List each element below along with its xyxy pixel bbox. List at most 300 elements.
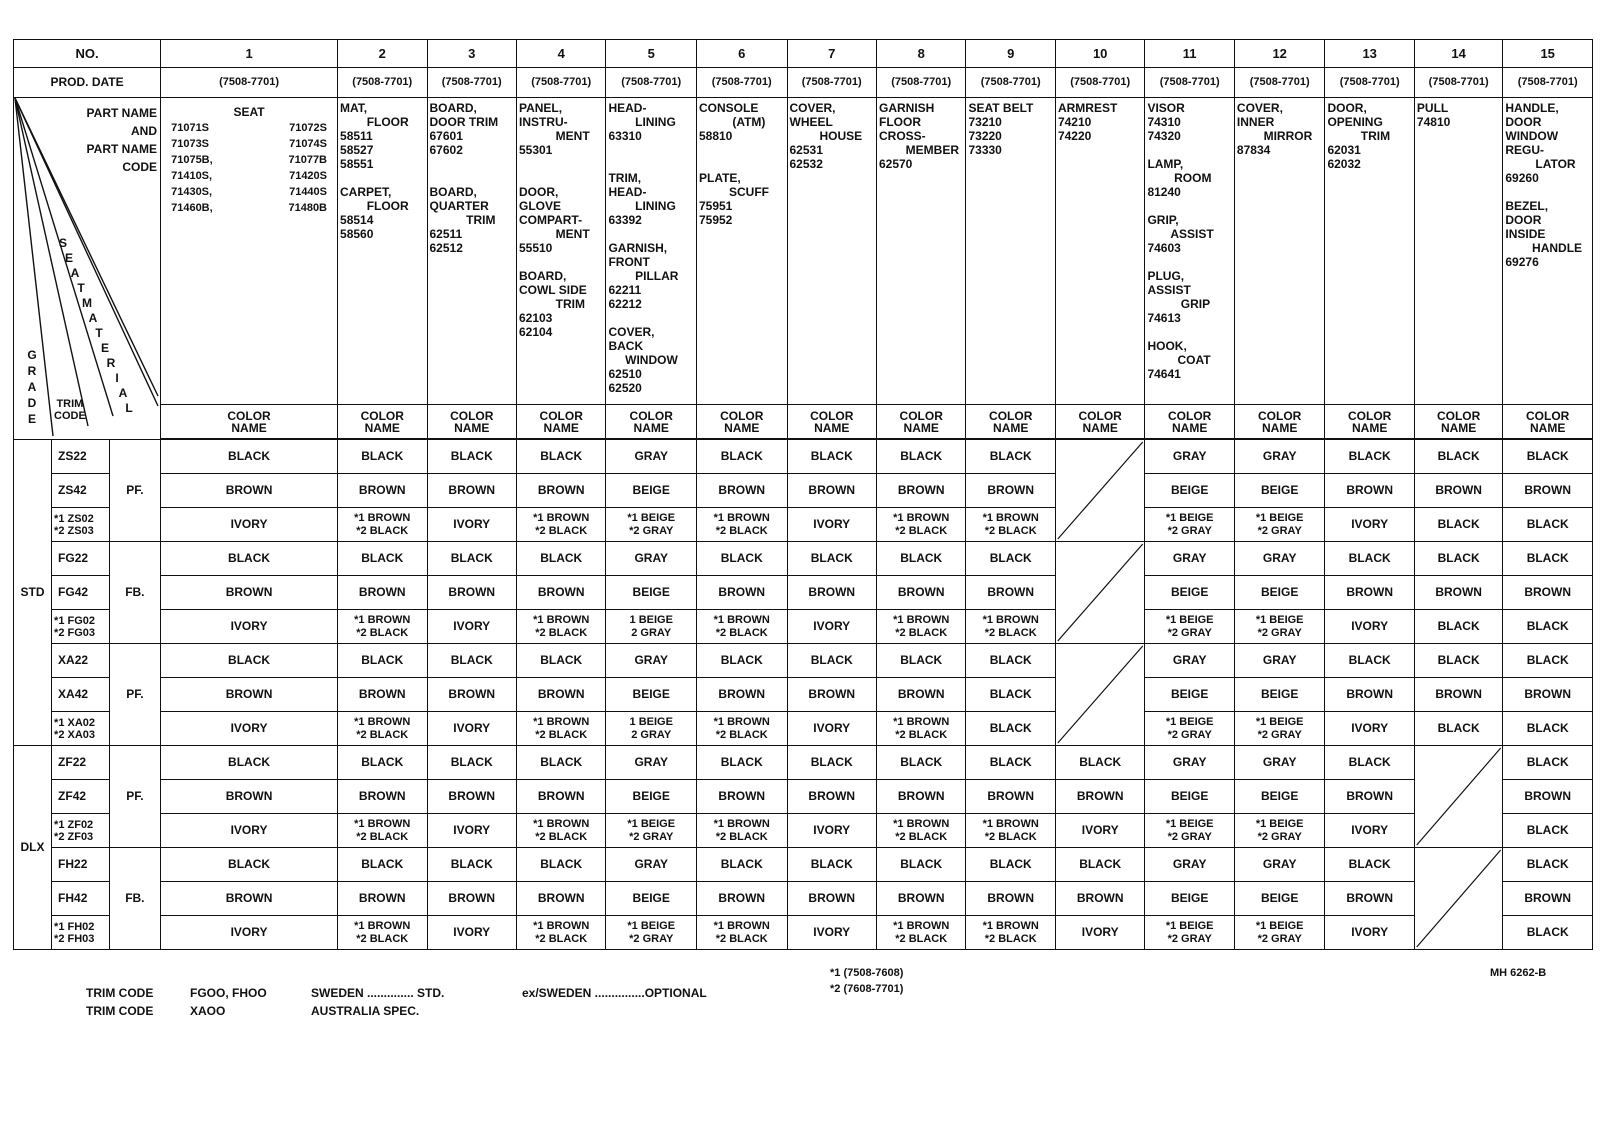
footer-trim-code-label-2: TRIM CODE	[86, 1004, 154, 1018]
part-names-row	[14, 98, 1593, 405]
color-cell: BLACK	[1325, 644, 1414, 678]
color-cell: BROWN	[338, 576, 427, 610]
color-cell: BLACK	[1414, 439, 1502, 474]
part-name-text: GARNISH FLOOR CROSS- MEMBER 62570	[878, 101, 959, 171]
color-cell: BLACK	[1503, 644, 1593, 678]
prod-date-value: (7508-7701)	[427, 68, 516, 98]
color-cell: GRAY	[606, 542, 697, 576]
color-cell: BLACK	[1325, 848, 1414, 882]
color-cell: BLACK	[161, 746, 338, 780]
part-name-text: HEAD- LINING 63310 TRIM, HEAD- LINING 63392 GARNISH, FRONT PILLAR 62211 62212 COVER, BACK WINDOW 62510 62520	[608, 101, 679, 395]
color-cell: BLACK	[516, 542, 605, 576]
footer-doc-id: MH 6262-B	[1490, 967, 1547, 979]
seat-part-code: 71410S,	[171, 170, 213, 182]
color-cell: BEIGE	[1145, 780, 1234, 814]
color-cell: IVORY	[161, 916, 338, 950]
seat-material-letter: E	[64, 251, 73, 265]
part-name-text: ARMREST 74210 74220	[1057, 101, 1118, 143]
color-cell: BLACK	[516, 848, 605, 882]
seat-material-letter: A	[118, 386, 128, 400]
color-cell: BLACK	[876, 439, 965, 474]
color-cell: IVORY	[1055, 814, 1144, 848]
color-cell: BLACK	[966, 644, 1055, 678]
color-cell: *1 BROWN *2 BLACK	[516, 814, 605, 848]
grade-letter: R	[27, 364, 37, 378]
seat-part-code: 71074S	[289, 138, 328, 150]
footer-legend-2: *2 (7608-7701)	[830, 983, 904, 995]
color-cell: GRAY	[1145, 644, 1234, 678]
color-cell: BLACK	[1503, 508, 1593, 542]
prod-date-label: PROD. DATE	[14, 68, 161, 98]
footer-trim-codes-1: FGOO, FHOO	[190, 986, 267, 1000]
color-cell: *1 BROWN *2 BLACK	[876, 916, 965, 950]
trim-row	[14, 814, 1593, 848]
color-cell: IVORY	[1325, 712, 1414, 746]
trim-code-cell: ZS22	[52, 439, 110, 474]
color-cell: BROWN	[1325, 678, 1414, 712]
color-name-label: COLOR NAME	[1503, 405, 1593, 440]
color-cell: BROWN	[427, 780, 516, 814]
color-name-header-row	[14, 405, 1593, 440]
color-cell: BROWN	[787, 882, 876, 916]
trim-row	[14, 610, 1593, 644]
color-cell: BLACK	[427, 746, 516, 780]
color-cell: BROWN	[966, 780, 1055, 814]
seat-part-code: 71072S	[289, 122, 328, 134]
color-cell: IVORY	[1055, 916, 1144, 950]
color-cell: *1 BROWN *2 BLACK	[876, 712, 965, 746]
color-cell: BEIGE	[606, 678, 697, 712]
color-cell: BROWN	[427, 678, 516, 712]
column-number: 2	[338, 40, 427, 68]
color-cell: BROWN	[1414, 576, 1502, 610]
prod-date-value: (7508-7701)	[606, 68, 697, 98]
color-cell: BLACK	[1503, 916, 1593, 950]
color-cell: BROWN	[1503, 780, 1593, 814]
color-cell: BEIGE	[606, 882, 697, 916]
color-cell: BROWN	[876, 474, 965, 508]
color-cell: IVORY	[161, 814, 338, 848]
seat-material-letter: T	[77, 281, 85, 295]
color-cell: GRAY	[606, 644, 697, 678]
part-name-cell	[1503, 98, 1593, 405]
trim-row	[14, 542, 1593, 576]
column-number: 7	[787, 40, 876, 68]
color-cell: BROWN	[161, 780, 338, 814]
prod-date-value: (7508-7701)	[1503, 68, 1593, 98]
color-cell: BEIGE	[1145, 882, 1234, 916]
color-cell: BEIGE	[1234, 474, 1325, 508]
part-name-cell	[1234, 98, 1325, 405]
trim-code-cell: FH42	[52, 882, 110, 916]
color-cell: *1 BEIGE *2 GRAY	[1145, 814, 1234, 848]
color-cell: *1 BROWN *2 BLACK	[876, 814, 965, 848]
trim-row	[14, 678, 1593, 712]
part-name-text: COVER, INNER MIRROR 87834	[1236, 101, 1313, 157]
part-name-cell	[427, 98, 516, 405]
trim-row	[14, 882, 1593, 916]
color-cell: BROWN	[966, 474, 1055, 508]
prod-date-value: (7508-7701)	[161, 68, 338, 98]
color-cell: BLACK	[338, 746, 427, 780]
part-name-text: COVER, WHEEL HOUSE 62531 62532	[789, 101, 863, 171]
color-cell: BROWN	[787, 576, 876, 610]
color-cell: BEIGE	[1234, 678, 1325, 712]
color-cell: BLACK	[427, 848, 516, 882]
trim-color-table	[13, 39, 1593, 950]
color-cell: IVORY	[787, 712, 876, 746]
color-cell: *1 BROWN *2 BLACK	[696, 814, 787, 848]
color-cell: *1 BROWN *2 BLACK	[696, 508, 787, 542]
color-cell: *1 BEIGE *2 GRAY	[1234, 712, 1325, 746]
color-cell: BROWN	[1325, 576, 1414, 610]
color-cell: BROWN	[696, 678, 787, 712]
column-number: 13	[1325, 40, 1414, 68]
color-cell: BROWN	[966, 576, 1055, 610]
color-cell: BROWN	[876, 678, 965, 712]
trim-code-cell: *1 ZF02 *2 ZF03	[52, 814, 110, 848]
color-cell: BROWN	[876, 576, 965, 610]
color-cell: BROWN	[427, 882, 516, 916]
not-applicable-cell	[1414, 848, 1502, 950]
color-cell: BLACK	[427, 542, 516, 576]
footer-legend-1: *1 (7508-7608)	[830, 967, 904, 979]
seat-material-cell: PF.	[109, 644, 160, 746]
part-name-text: PANEL, INSTRU- MENT 55301 DOOR, GLOVE COMPART- MENT 55510 BOARD, COWL SIDE TRIM 62103 62104	[518, 101, 590, 339]
prod-date-value: (7508-7701)	[696, 68, 787, 98]
color-name-label: COLOR NAME	[516, 405, 605, 440]
color-cell: *1 BROWN *2 BLACK	[966, 916, 1055, 950]
color-cell: BLACK	[1503, 712, 1593, 746]
seat-part-code: 71077B	[288, 154, 328, 166]
color-cell: *1 BROWN *2 BLACK	[516, 916, 605, 950]
color-name-label: COLOR NAME	[966, 405, 1055, 440]
color-cell: BEIGE	[1145, 678, 1234, 712]
color-cell: BLACK	[876, 848, 965, 882]
slash-mark	[1415, 746, 1502, 847]
seat-material-cell: FB.	[109, 848, 160, 950]
color-cell: *1 BROWN *2 BLACK	[338, 814, 427, 848]
color-cell: BROWN	[1414, 474, 1502, 508]
color-cell: BLACK	[696, 746, 787, 780]
color-cell: BLACK	[427, 439, 516, 474]
not-applicable-cell	[1055, 542, 1144, 644]
grade-letter: A	[27, 380, 37, 394]
column-number: 3	[427, 40, 516, 68]
trim-code-cell: ZF42	[52, 780, 110, 814]
prod-date-value: (7508-7701)	[966, 68, 1055, 98]
color-cell: BLACK	[696, 644, 787, 678]
color-cell: BROWN	[1503, 576, 1593, 610]
color-cell: BROWN	[696, 780, 787, 814]
part-name-cell	[696, 98, 787, 405]
color-cell: *1 BROWN *2 BLACK	[876, 508, 965, 542]
color-cell: BLACK	[966, 746, 1055, 780]
color-name-label: COLOR NAME	[161, 405, 338, 440]
trim-row	[14, 474, 1593, 508]
grade-cell: STD	[14, 439, 52, 746]
part-name-text: SEAT BELT 73210 73220 73330	[968, 101, 1034, 157]
color-cell: BROWN	[516, 678, 605, 712]
footer-trim-codes-2: XAOO	[190, 1004, 226, 1018]
color-cell: IVORY	[787, 814, 876, 848]
column-number: 6	[696, 40, 787, 68]
color-cell: BROWN	[161, 882, 338, 916]
color-cell: BLACK	[1414, 644, 1502, 678]
part-name-text: VISOR 74310 74320 LAMP, ROOM 81240 GRIP, ASSIST 74603 PLUG, ASSIST GRIP 74613 HOOK, COAT 74641	[1147, 101, 1214, 381]
prod-date-value: (7508-7701)	[1414, 68, 1502, 98]
slash-mark	[1056, 542, 1144, 643]
color-cell: IVORY	[787, 916, 876, 950]
prod-date-value: (7508-7701)	[787, 68, 876, 98]
color-name-label: COLOR NAME	[427, 405, 516, 440]
prod-date-row	[14, 68, 1593, 98]
trim-code-cell: ZS42	[52, 474, 110, 508]
color-cell: GRAY	[606, 439, 697, 474]
color-cell: BLACK	[1414, 610, 1502, 644]
slash-mark	[1056, 644, 1144, 745]
color-cell: *1 BEIGE *2 GRAY	[1234, 508, 1325, 542]
part-name-cell	[1414, 98, 1502, 405]
color-cell: IVORY	[1325, 814, 1414, 848]
color-cell: BROWN	[338, 780, 427, 814]
color-cell: *1 BEIGE *2 GRAY	[606, 508, 697, 542]
prod-date-value: (7508-7701)	[876, 68, 965, 98]
trim-code-cell: FG42	[52, 576, 110, 610]
part-name-text: DOOR, OPENING TRIM 62031 62032	[1327, 101, 1391, 171]
color-cell: BROWN	[161, 576, 338, 610]
color-cell: BLACK	[1503, 814, 1593, 848]
part-name-text: HANDLE, DOOR WINDOW REGU- LATOR 69260 BEZEL, DOOR INSIDE HANDLE 69276	[1505, 101, 1583, 269]
seat-part-code: 71480B	[288, 202, 328, 214]
color-cell: BLACK	[966, 542, 1055, 576]
part-name-text: BOARD, DOOR TRIM 67601 67602 BOARD, QUARTER TRIM 62511 62512	[429, 101, 499, 255]
color-cell: BLACK	[161, 644, 338, 678]
seat-part-code: 71420S	[289, 170, 328, 182]
color-cell: BLACK	[338, 644, 427, 678]
color-cell: BLACK	[161, 439, 338, 474]
color-cell: BROWN	[876, 780, 965, 814]
trim-row	[14, 576, 1593, 610]
grade-cell: DLX	[14, 746, 52, 950]
color-cell: BROWN	[1325, 474, 1414, 508]
color-cell: BROWN	[516, 882, 605, 916]
column-number: 15	[1503, 40, 1593, 68]
color-name-label: COLOR NAME	[1055, 405, 1144, 440]
seat-part-code: 71440S	[289, 186, 328, 198]
color-cell: *1 BEIGE *2 GRAY	[1145, 610, 1234, 644]
column-number: 9	[966, 40, 1055, 68]
footer-sweden-note: SWEDEN .............. STD.	[311, 986, 445, 1000]
color-cell: GRAY	[1234, 542, 1325, 576]
color-cell: *1 BROWN *2 BLACK	[966, 508, 1055, 542]
seat-part-code: 71075B,	[171, 154, 213, 166]
color-cell: 1 BEIGE 2 GRAY	[606, 610, 697, 644]
color-cell: *1 BROWN *2 BLACK	[966, 610, 1055, 644]
color-cell: 1 BEIGE 2 GRAY	[606, 712, 697, 746]
color-cell: *1 BEIGE *2 GRAY	[1234, 610, 1325, 644]
grade-letter: E	[27, 412, 36, 426]
column-number: 12	[1234, 40, 1325, 68]
color-cell: BLACK	[1414, 542, 1502, 576]
color-name-label: COLOR NAME	[1325, 405, 1414, 440]
color-cell: BLACK	[1503, 610, 1593, 644]
color-cell: BLACK	[1503, 542, 1593, 576]
column-number: 4	[516, 40, 605, 68]
color-cell: BEIGE	[606, 780, 697, 814]
color-cell: BROWN	[1503, 678, 1593, 712]
color-cell: BLACK	[787, 746, 876, 780]
color-cell: BEIGE	[1145, 474, 1234, 508]
slash-mark	[1415, 848, 1502, 949]
not-applicable-cell	[1055, 644, 1144, 746]
color-cell: *1 BROWN *2 BLACK	[338, 916, 427, 950]
color-name-label: COLOR NAME	[606, 405, 697, 440]
part-name-cell	[338, 98, 427, 405]
color-cell: BLACK	[1325, 746, 1414, 780]
color-cell: BLACK	[787, 439, 876, 474]
trim-code-cell: *1 XA02 *2 XA03	[52, 712, 110, 746]
part-name-cell	[787, 98, 876, 405]
color-cell: BEIGE	[606, 576, 697, 610]
color-cell: BROWN	[338, 474, 427, 508]
color-cell: BLACK	[516, 439, 605, 474]
color-cell: *1 BEIGE *2 GRAY	[606, 814, 697, 848]
part-name-text: CONSOLE (ATM) 58810 PLATE, SCUFF 75951 75952	[698, 101, 769, 227]
color-cell: BROWN	[1055, 780, 1144, 814]
color-cell: BLACK	[966, 848, 1055, 882]
color-cell: *1 BROWN *2 BLACK	[966, 814, 1055, 848]
color-cell: BLACK	[787, 542, 876, 576]
color-cell: BROWN	[696, 474, 787, 508]
color-cell: BROWN	[1325, 780, 1414, 814]
color-cell: BLACK	[696, 439, 787, 474]
color-cell: GRAY	[1234, 746, 1325, 780]
seat-material-letter: I	[115, 371, 119, 385]
trim-row	[14, 780, 1593, 814]
trim-code-cell: *1 FH02 *2 FH03	[52, 916, 110, 950]
color-cell: BROWN	[427, 576, 516, 610]
column-number: 10	[1055, 40, 1144, 68]
trim-row	[14, 746, 1593, 780]
color-cell: IVORY	[161, 610, 338, 644]
color-cell: BLACK	[1055, 848, 1144, 882]
color-cell: IVORY	[161, 508, 338, 542]
color-cell: *1 BROWN *2 BLACK	[696, 610, 787, 644]
part-name-cell	[876, 98, 965, 405]
color-cell: *1 BROWN *2 BLACK	[516, 712, 605, 746]
seat-material-letter: E	[100, 341, 109, 355]
seat-material-letter: R	[106, 356, 116, 370]
color-cell: IVORY	[427, 508, 516, 542]
column-number: 14	[1414, 40, 1502, 68]
prod-date-value: (7508-7701)	[1325, 68, 1414, 98]
color-cell: BROWN	[1055, 882, 1144, 916]
color-cell: BLACK	[966, 712, 1055, 746]
color-cell: *1 BROWN *2 BLACK	[516, 508, 605, 542]
color-name-label: COLOR NAME	[787, 405, 876, 440]
color-name-label: COLOR NAME	[696, 405, 787, 440]
trim-code-cell: XA42	[52, 678, 110, 712]
color-cell: BROWN	[1414, 678, 1502, 712]
part-name-cell	[1055, 98, 1144, 405]
seat-part-code: 71430S,	[171, 186, 213, 198]
color-cell: BLACK	[1503, 848, 1593, 882]
prod-date-value: (7508-7701)	[338, 68, 427, 98]
seat-material-cell: PF.	[109, 439, 160, 542]
trim-code-cell: ZF22	[52, 746, 110, 780]
column-number: 8	[876, 40, 965, 68]
color-cell: *1 BROWN *2 BLACK	[696, 712, 787, 746]
color-cell: *1 BEIGE *2 GRAY	[1234, 916, 1325, 950]
color-cell: BLACK	[1414, 508, 1502, 542]
color-name-label: COLOR NAME	[1145, 405, 1234, 440]
color-cell: GRAY	[1145, 848, 1234, 882]
color-cell: BLACK	[966, 678, 1055, 712]
trim-code-cell: *1 FG02 *2 FG03	[52, 610, 110, 644]
number-row	[14, 40, 1593, 68]
color-name-label: COLOR NAME	[1234, 405, 1325, 440]
color-cell: BROWN	[966, 882, 1055, 916]
color-cell: IVORY	[1325, 508, 1414, 542]
trim-row	[14, 848, 1593, 882]
color-cell: *1 BROWN *2 BLACK	[876, 610, 965, 644]
seat-material-letter: A	[88, 311, 98, 325]
trim-row	[14, 439, 1593, 474]
part-name-label: PART NAME AND PART NAME CODE	[86, 106, 157, 174]
color-cell: BROWN	[338, 882, 427, 916]
color-cell: IVORY	[427, 916, 516, 950]
color-cell: BLACK	[787, 644, 876, 678]
color-cell: GRAY	[1234, 439, 1325, 474]
color-cell: *1 BEIGE *2 GRAY	[1234, 814, 1325, 848]
part-name-cell	[1325, 98, 1414, 405]
color-cell: IVORY	[427, 712, 516, 746]
trim-row	[14, 916, 1593, 950]
color-cell: BEIGE	[1234, 576, 1325, 610]
color-cell: IVORY	[161, 712, 338, 746]
color-name-label: COLOR NAME	[338, 405, 427, 440]
color-cell: IVORY	[1325, 916, 1414, 950]
footer-ex-sweden-note: ex/SWEDEN ...............OPTIONAL	[522, 986, 707, 1000]
column-number: 5	[606, 40, 697, 68]
color-cell: BROWN	[696, 576, 787, 610]
color-cell: BLACK	[1325, 439, 1414, 474]
seat-part-code: 71460B,	[171, 202, 213, 214]
color-cell: GRAY	[1145, 542, 1234, 576]
grade-letter: G	[27, 348, 37, 362]
color-cell: BLACK	[1503, 439, 1593, 474]
color-cell: BROWN	[787, 780, 876, 814]
column-number: 1	[161, 40, 338, 68]
color-cell: BLACK	[1503, 746, 1593, 780]
color-cell: BLACK	[966, 439, 1055, 474]
grade-letter: D	[27, 396, 37, 410]
not-applicable-cell	[1055, 439, 1144, 542]
footer-trim-code-label-1: TRIM CODE	[86, 986, 154, 1000]
color-cell: BROWN	[1325, 882, 1414, 916]
slash-mark	[1056, 440, 1144, 541]
color-cell: BLACK	[876, 746, 965, 780]
color-cell: BROWN	[1503, 474, 1593, 508]
color-cell: GRAY	[1145, 439, 1234, 474]
color-name-label: COLOR NAME	[1414, 405, 1502, 440]
color-cell: BLACK	[696, 848, 787, 882]
trim-code-cell: XA22	[52, 644, 110, 678]
color-cell: IVORY	[787, 508, 876, 542]
seat-material-cell: FB.	[109, 542, 160, 644]
color-cell: GRAY	[606, 746, 697, 780]
